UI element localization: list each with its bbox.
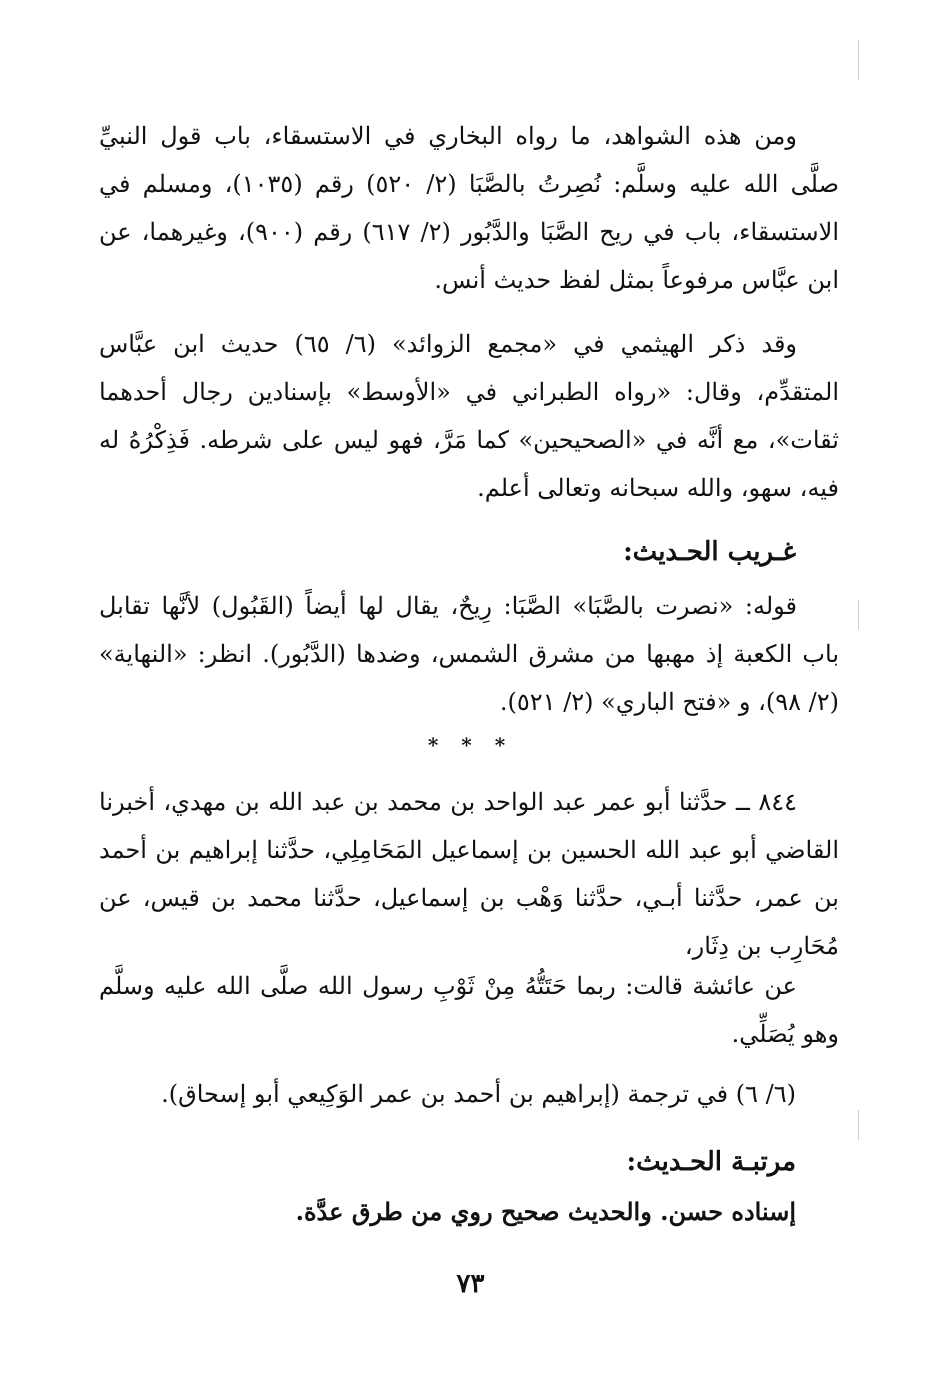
paragraph-grading: إسناده حسن. والحديث صحيح روي من طرق عدَّة. (295, 1197, 796, 1226)
footnote: (٦/ ٦) في ترجمة (إبراهيم بن أحمد بن عمر الوَكِيعي أبو إسحاق). (161, 1080, 796, 1108)
paragraph-haythami: وقد ذكر الهيثمي في «مجمع الزوائد» (٦/ ٦٥) حديث ابن عبَّاس المتقدِّم، وقال: «رواه الطبراني في «الأوسط» بإسنادين رجال أحدهما ثقات»، مع أنَّه في «الصحيحين» كما مَرَّ، فهو ليس على شرطه. فَذِكْرُهُ له فيه، سهو، والله سبحانه وتعالى أعلم. (99, 330, 839, 502)
margin-mark (858, 40, 859, 80)
heading-gharib-alhadith: غـريب الحـديث: (623, 537, 796, 567)
section-divider-stars: * * * (427, 733, 514, 757)
margin-mark (858, 1110, 859, 1140)
paragraph-hadith-844-isnad: ٨٤٤ ــ حدَّثنا أبو عمر عبد الواحد بن محمد بن عبد الله بن مهدي، أخبرنا القاضي أبو عبد الله الحسين بن إسماعيل المَحَامِلِي، حدَّثنا إبراهيم بن أحمد بن عمر، حدَّثنا أبـي، حدَّثنا وَهْب بن إسماعيل، حدَّثنا محمد بن قيس، عن مُحَارِب بن دِثَار، (99, 788, 839, 960)
paragraph-hadith-844-matn: عن عائشة قالت: ربما حَتَتُّهُ مِنْ ثَوْبِ رسول الله صلَّى الله عليه وسلَّم وهو يُصَلِّي. (99, 972, 839, 1048)
paragraph-shawahid: ومن هذه الشواهد، ما رواه البخاري في الاستسقاء، باب قول النبيِّ صلَّى الله عليه وسلَّم: نُصِرتُ بالصَّبَا (٢/ ٥٢٠) رقم (١٠٣٥)، ومسلم في الاستسقاء، باب في ريح الصَّبَا والدَّبُور (٢/ ٦١٧) رقم (٩٠٠)، وغيرهما، عن ابن عبَّاس مرفوعاً بمثل لفظ حديث أنس. (99, 122, 840, 294)
margin-mark (858, 600, 859, 630)
paragraph-gharib: قوله: «نصرت بالصَّبَا» الصَّبَا: رِيحٌ، يقال لها أيضاً (القَبُول) لأنَّها تقابل باب الكعبة إذ مهبها من مشرق الشمس، وضدها (الدَّبُور). انظر: «النهاية» (٢/ ٩٨)، و «فتح الباري» (٢/ ٥٢١). (99, 592, 840, 716)
page-number: ٧٣ (456, 1269, 485, 1299)
heading-rutbat-alhadith: مرتبـة الحـديث: (626, 1147, 796, 1177)
